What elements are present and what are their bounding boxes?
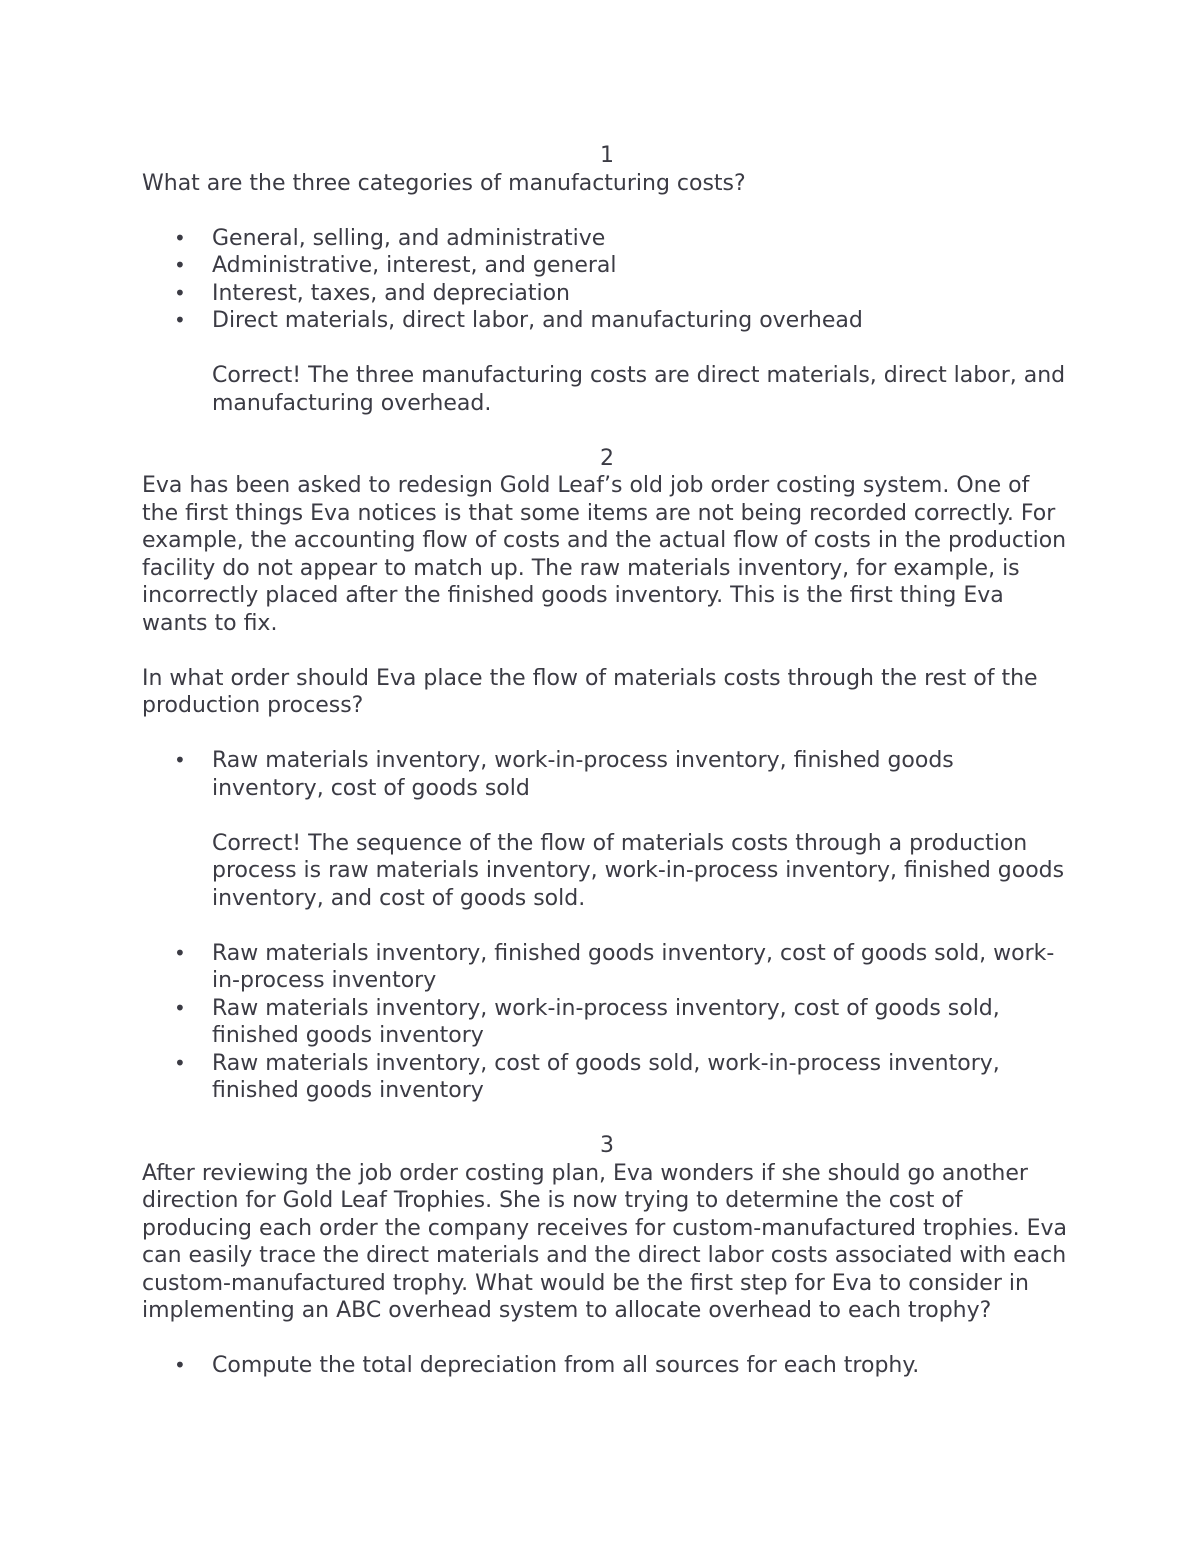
- option-text: Raw materials inventory, work-in-process inventory, cost of goods sold, finished goods inventory: [212, 995, 1000, 1048]
- option-item: [142, 280, 1072, 308]
- option-text: Interest, taxes, and depreciation: [212, 280, 570, 306]
- question-text: After reviewing the job order costing plan, Eva wonders if she should go another direction for Gold Leaf Trophies. She is now trying to determine the cost of producing each order the company receives for custom-manufactured trophies. Eva can easily trace the direct materials and the direct labor costs associated with each custom-manufactured trophy. What would be the first step for Eva to consider in implementing an ABC overhead system to allocate overhead to each trophy?: [142, 1160, 1068, 1323]
- option-item: [142, 1050, 1072, 1105]
- option-text: Administrative, interest, and general: [212, 253, 617, 278]
- option-item: [142, 307, 1072, 335]
- question-2: [142, 445, 1072, 1105]
- document-content: [142, 142, 1072, 1380]
- bullet-icon: •: [174, 225, 186, 250]
- question-number: 3: [600, 1133, 614, 1158]
- bullet-icon: •: [174, 1050, 186, 1075]
- bullet-icon: •: [174, 1353, 186, 1377]
- bullet-icon: •: [174, 748, 186, 772]
- option-list: [142, 1352, 1072, 1380]
- option-text: Direct materials, direct labor, and manufacturing overhead: [212, 308, 863, 333]
- bullet-icon: •: [174, 995, 186, 1020]
- feedback-text: Correct! The three manufacturing costs are direct materials, direct labor, and manufacturing overhead.: [212, 363, 1066, 416]
- option-list: [142, 747, 1072, 802]
- option-text: Compute the total depreciation from all sources for each trophy.: [212, 1353, 920, 1378]
- question-number: 1: [600, 143, 614, 168]
- question-3: [142, 1132, 1072, 1380]
- bullet-icon: •: [174, 940, 186, 965]
- option-item: [142, 747, 1072, 802]
- option-list: [142, 225, 1072, 335]
- bullet-icon: •: [174, 253, 186, 277]
- question-text: Eva has been asked to redesign Gold Leaf’s old job order costing system. One of the first things Eva notices is that some items are not being recorded correctly. For example, the accounting flow of costs and the actual flow of costs in the production facility do not appear to match up. The raw materials inventory, for example, is incorrectly placed after the finished goods inventory. This is the first thing Eva wants to fix.: [142, 473, 1067, 636]
- option-text: Raw materials inventory, finished goods inventory, cost of goods sold, work-in-process inventory: [212, 940, 1055, 993]
- option-item: [142, 1352, 1072, 1380]
- option-list: [142, 940, 1072, 1105]
- option-item: [142, 252, 1072, 280]
- question-prompt: In what order should Eva place the flow of materials costs through the rest of the production process?: [142, 665, 1038, 718]
- bullet-icon: •: [174, 308, 186, 332]
- question-1: [142, 142, 1072, 417]
- option-text: Raw materials inventory, work-in-process inventory, finished goods inventory, cost of goods sold: [212, 748, 954, 801]
- option-item: [142, 225, 1072, 253]
- option-text: General, selling, and administrative: [212, 225, 606, 251]
- question-number: 2: [600, 445, 614, 471]
- option-item: [142, 940, 1072, 995]
- feedback-text: Correct! The sequence of the flow of materials costs through a production process is raw materials inventory, work-in-process inventory, finished goods inventory, and cost of goods sold.: [212, 830, 1065, 911]
- option-item: [142, 995, 1072, 1050]
- option-text: Raw materials inventory, cost of goods sold, work-in-process inventory, finished goods inventory: [212, 1050, 1000, 1103]
- question-text: What are the three categories of manufacturing costs?: [142, 170, 746, 196]
- bullet-icon: •: [174, 280, 186, 305]
